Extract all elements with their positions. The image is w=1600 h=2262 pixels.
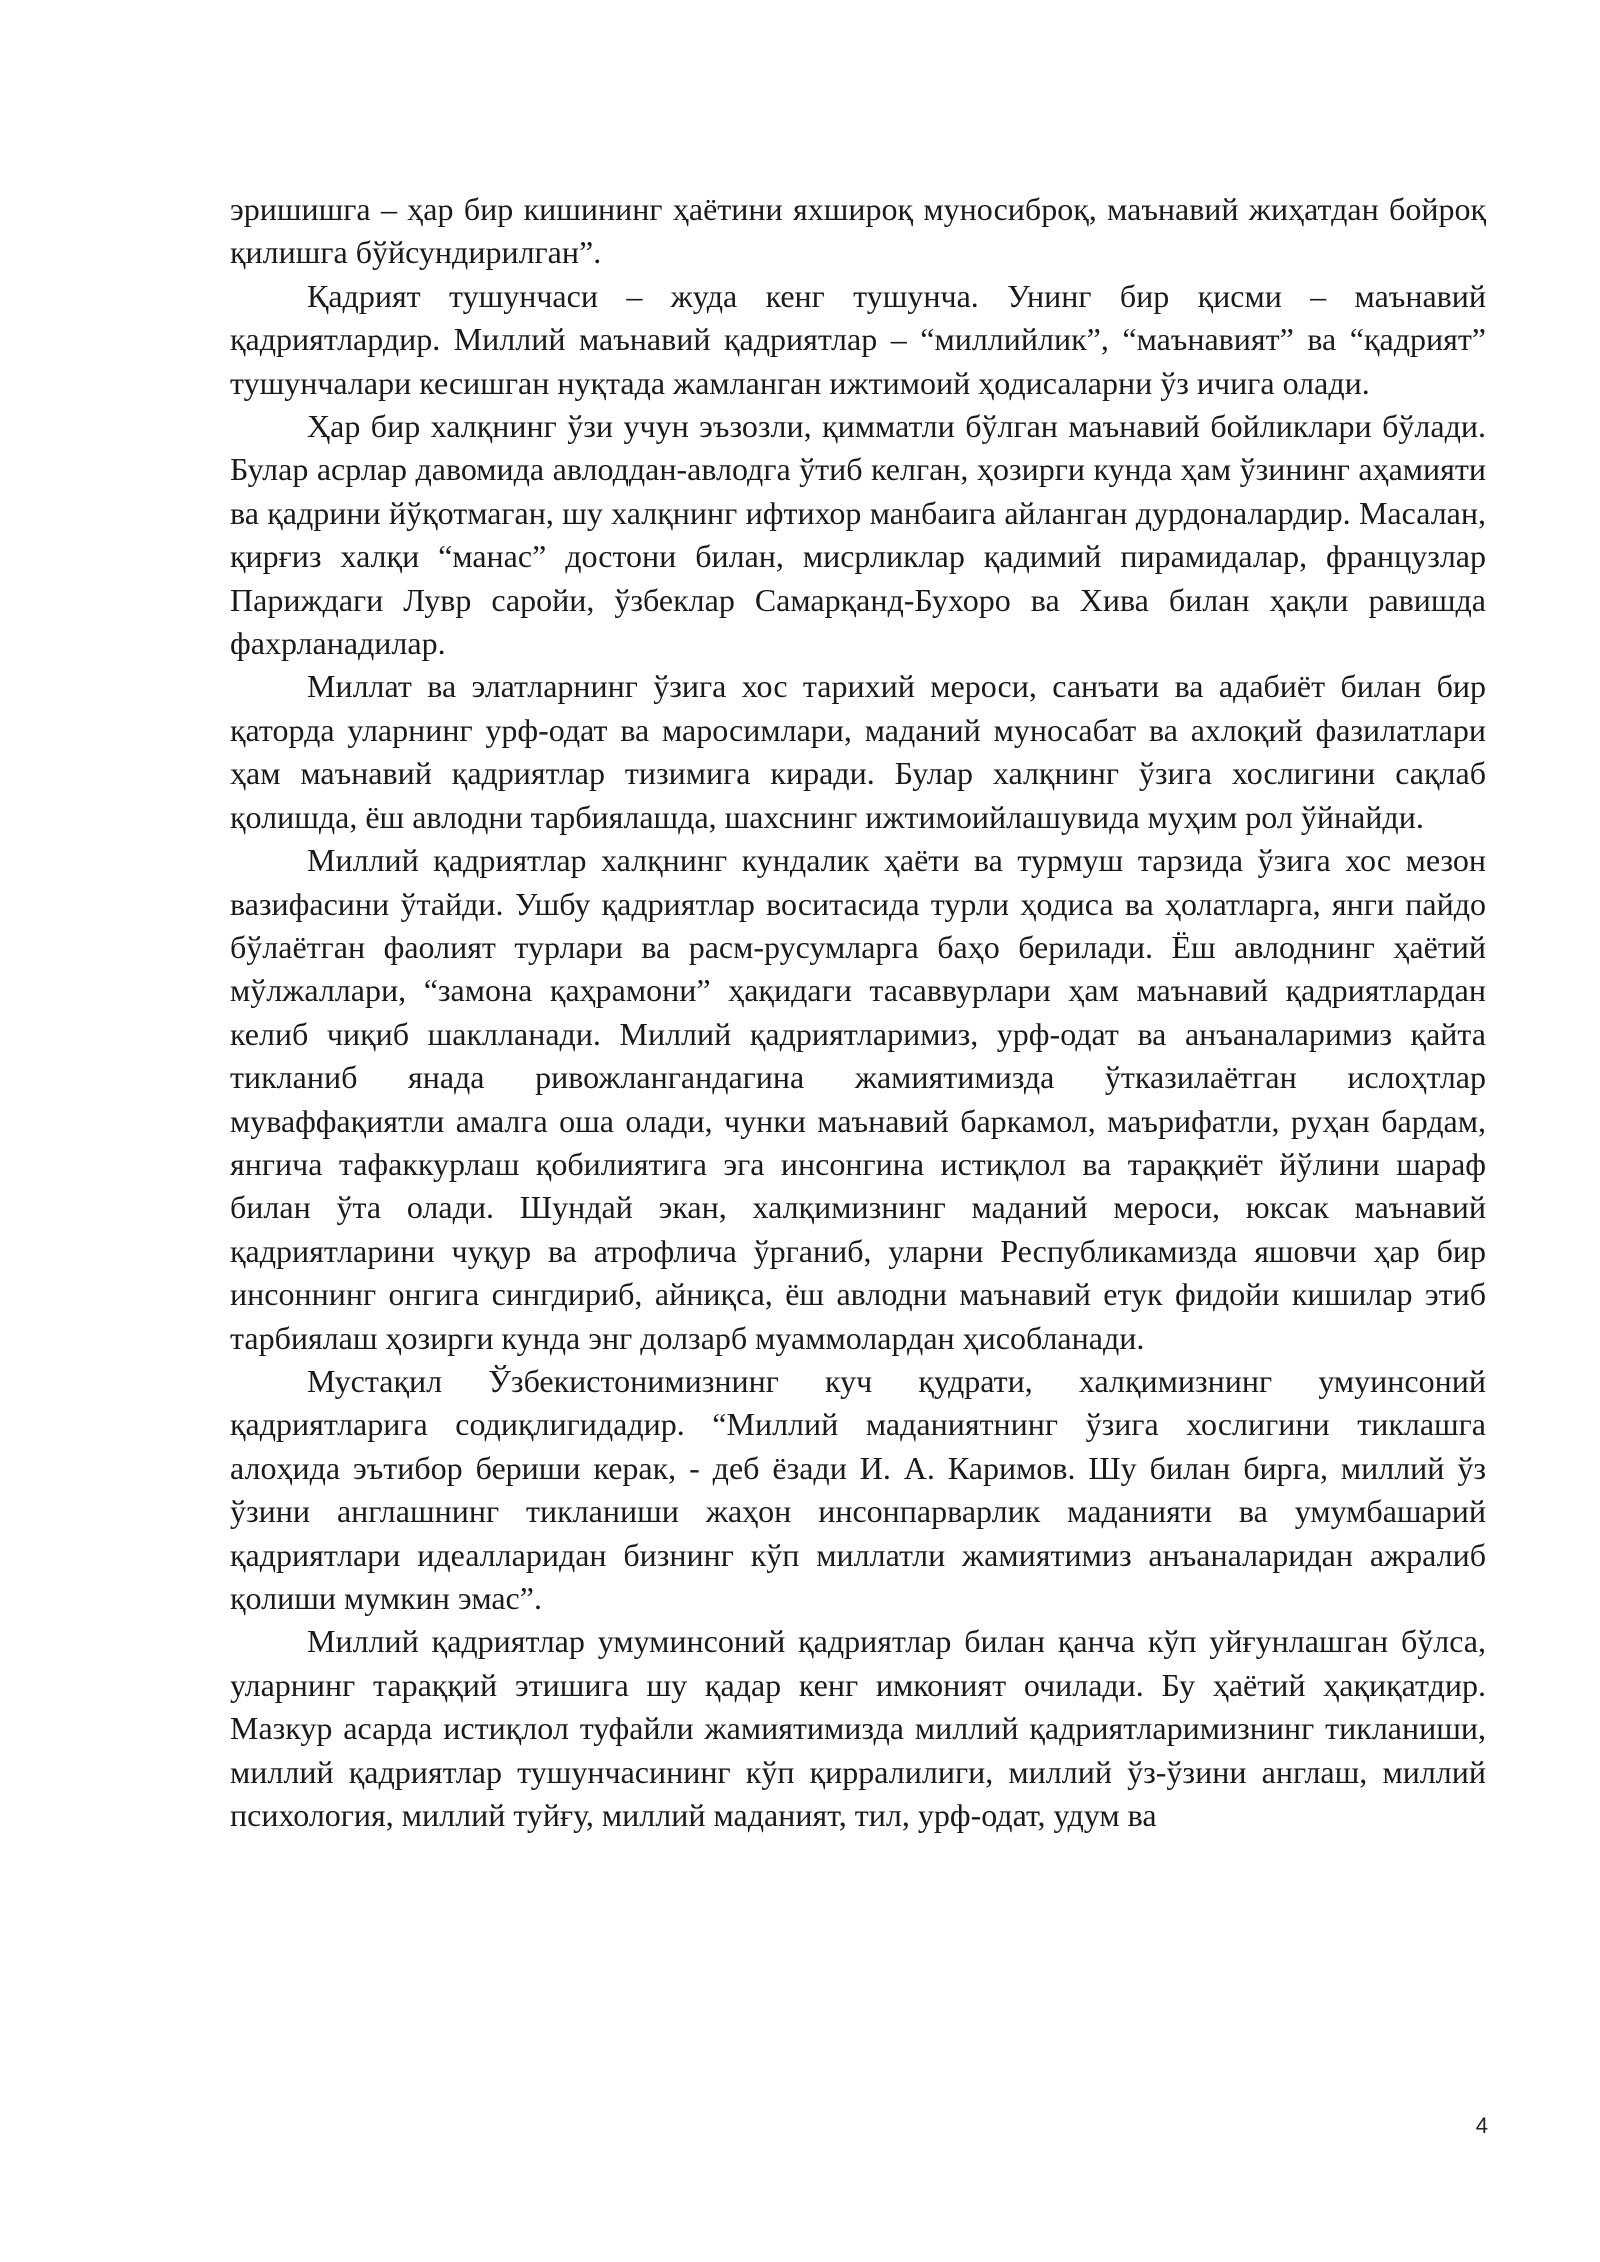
- document-page-body: [230, 188, 1486, 1837]
- paragraph-3: Ҳар бир халқнинг ўзи учун эъзозли, қимматли бўлган маънавий бойликлари бўлади. Булар асрлар давомида авлоддан-авлодга ўтиб келган, ҳозирги кунда ҳам ўзининг аҳамияти ва қадрини йўқотмаган, шу халқнинг ифтихор манбаига айланган дурдоналардир. Масалан, қирғиз халқи “манас” достони билан, мисрликлар қадимий пирамидалар, французлар Париждаги Лувр саройи, ўзбеклар Самарқанд-Бухоро ва Хива билан ҳақли равишда фахрланадилар.: [230, 408, 1486, 662]
- paragraph-6: Мустақил Ўзбекистонимизнинг куч қудрати, халқимизнинг умуинсоний қадриятларига содиқлигидадир. “Миллий маданиятнинг ўзига хослигини тиклашга алоҳида эътибор бериши керак, - деб ёзади И. А. Каримов. Шу билан бирга, миллий ўз ўзини англашнинг тикланиши жаҳон инсонпарварлик маданияти ва умумбашарий қадриятлари идеалларидан бизнинг кўп миллатли жамиятимиз анъаналаридан ажралиб қолиши мумкин эмас”.: [230, 1362, 1486, 1616]
- paragraph-4: Миллат ва элатларнинг ўзига хос тарихий мероси, санъати ва адабиёт билан бир қаторда уларнинг урф-одат ва маросимлари, маданий муносабат ва ахлоқий фазилатлари ҳам маънавий қадриятлар тизимига киради. Булар халқнинг ўзига хослигини сақлаб қолишда, ёш авлодни тарбиялашда, шахснинг ижтимоийлашувида муҳим рол ўйнайди.: [230, 668, 1486, 835]
- paragraph-5: Миллий қадриятлар халқнинг кундалик ҳаёти ва турмуш тарзида ўзига хос мезон вазифасини ўтайди. Ушбу қадриятлар воситасида турли ҳодиса ва ҳолатларга, янги пайдо бўлаётган фаолият турлари ва расм-русумларга баҳо берилади. Ёш авлоднинг ҳаётий мўлжаллари, “замона қаҳрамони” ҳақидаги тасаввурлари ҳам маънавий қадриятлардан келиб чиқиб шаклланади. Миллий қадриятларимиз, урф-одат ва анъаналаримиз қайта тикланиб янада ривожлангандагина жамиятимизда ўтказилаётган ислоҳтлар муваффақиятли амалга оша олади, чунки маънавий баркамол, маърифатли, руҳан бардам, янгича тафаккурлаш қобилиятига эга инсонгина истиқлол ва тараққиёт йўлини шараф билан ўта олади. Шундай экан, халқимизнинг маданий мероси, юксак маънавий қадриятларини чуқур ва атрофлича ўрганиб, уларни Республикамизда яшовчи ҳар бир инсоннинг онгига сингдириб, айниқса, ёш авлодни маънавий етук фидойи кишилар этиб тарбиялаш ҳозирги кунда энг долзарб муаммолардан ҳисобланади.: [230, 842, 1486, 1356]
- paragraph-7: Миллий қадриятлар умуминсоний қадриятлар билан қанча кўп уйғунлашган бўлса, уларнинг тараққий этишига шу қадар кенг имконият очилади. Бу ҳаётий ҳақиқатдир. Мазкур асарда истиқлол туфайли жамиятимизда миллий қадриятларимизнинг тикланиши, миллий қадриятлар тушунчасининг кўп қирралилиги, миллий ўз-ўзини англаш, миллий психология, миллий туйғу, миллий маданият, тил, урф-одат, удум ва: [230, 1623, 1486, 1834]
- paragraph-1: эришишга – ҳар бир кишининг ҳаётини яхшироқ муносиброқ, маънавий жиҳатдан бойроқ қилишга бўйсундирилган”.: [230, 191, 1486, 271]
- paragraph-2: Қадрият тушунчаси – жуда кенг тушунча. Унинг бир қисми – маънавий қадриятлардир. Миллий маънавий қадриятлар – “миллийлик”, “маънавият” ва “қадрият” тушунчалари кесишган нуқтада жамланган ижтимоий ҳодисаларни ўз ичига олади.: [230, 277, 1486, 401]
- page-number: 4: [1475, 2113, 1488, 2138]
